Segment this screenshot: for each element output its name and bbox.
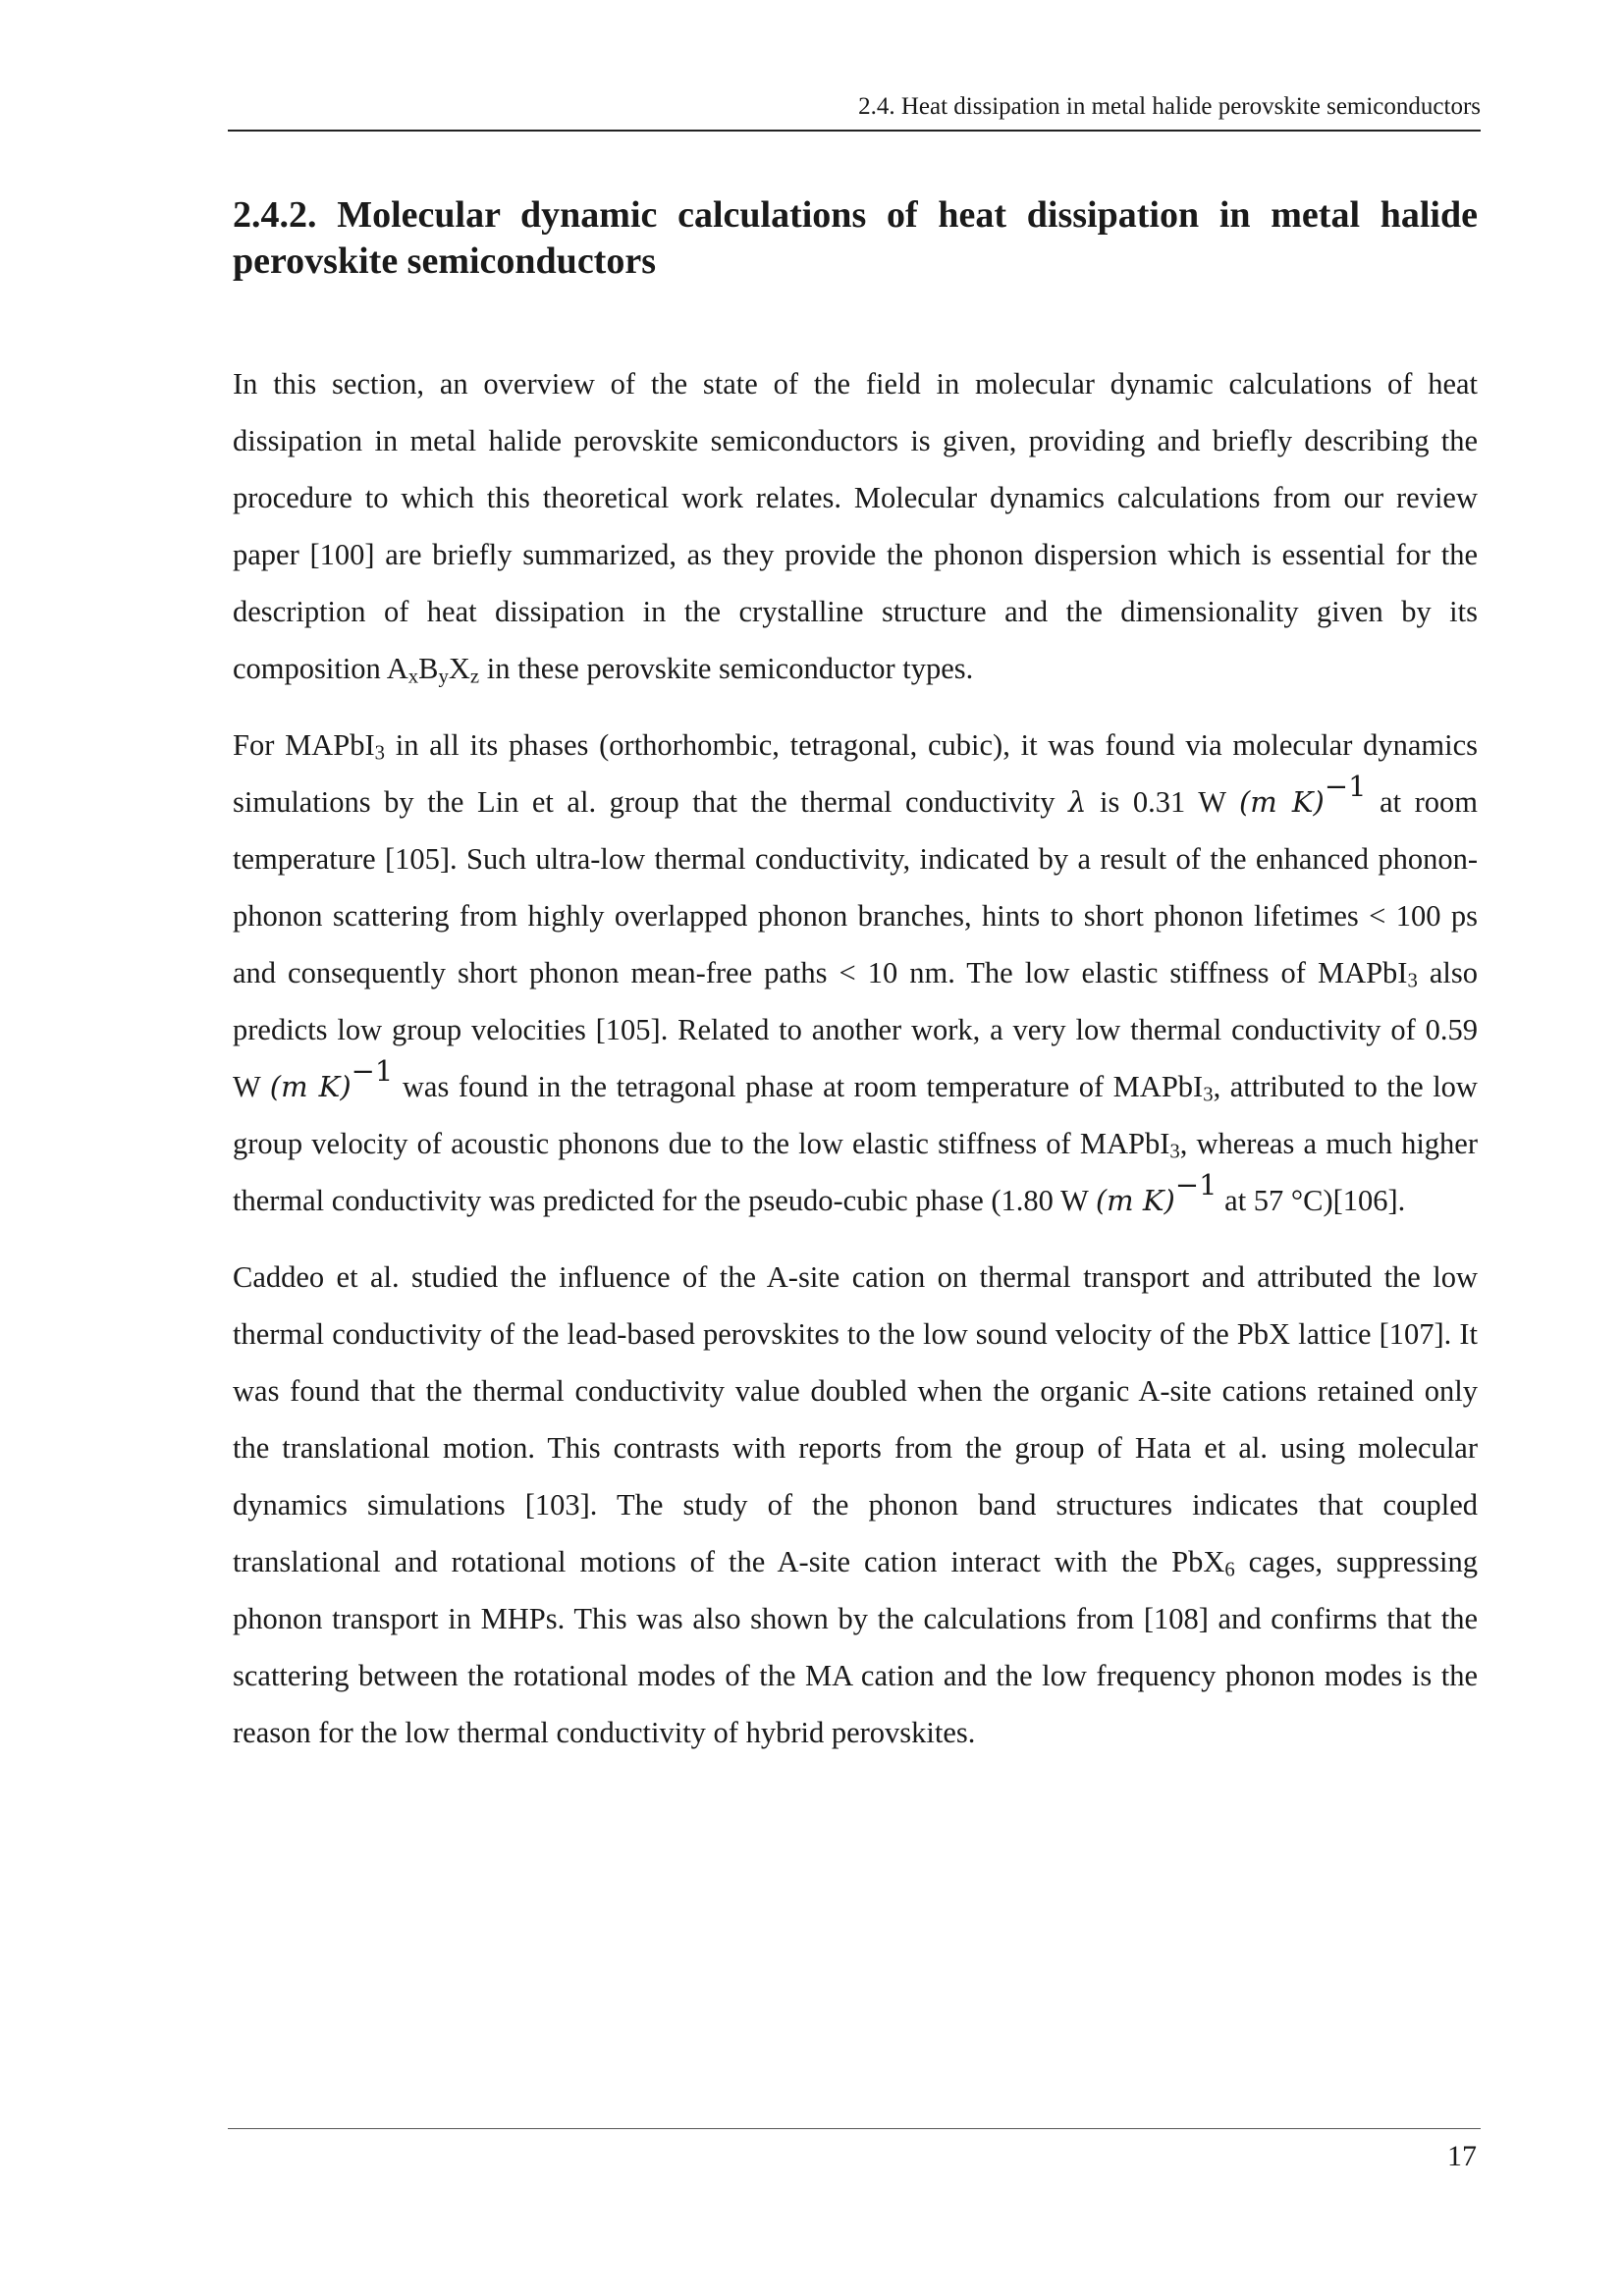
body-text [233, 355, 1478, 1781]
text-run: in all its phases (orthorhombic, tetragonal, cubic), it was found via molecular dynamics simulations by the Lin et al. group that the thermal conductivity [233, 728, 1478, 819]
subscript: 6 [1224, 1559, 1235, 1581]
section-heading: 2.4.2. Molecular dynamic calculations of heat dissipation in metal halide perovskite semiconductors [233, 194, 1478, 282]
text-run: at 57 °C)[106]. [1217, 1184, 1406, 1217]
text-run: In this section, an overview of the state of the field in molecular dynamic calculations of heat dissipation in metal halide perovskite semiconductors is given, providing and briefly describing the procedure to which this theoretical work relates. Molecular dynamics calculations from our review paper [100] are briefly summarized, as they provide the phonon dispersion which is essential for the description of heat dissipation in the crystalline structure and the dimensionality given by its composition A [233, 367, 1478, 685]
text-run: , attributed to the low group velocity of acoustic phonons due to the low elastic stiffness of MAPbI [233, 1070, 1478, 1160]
text-run: cages, suppressing phonon transport in MHPs. This was also shown by the calculations from [108] and confirms that the scattering between the rotational modes of the MA cation and the low frequency phonon modes is the reason for the low thermal conductivity of hybrid perovskites. [233, 1545, 1478, 1749]
text-run: X [448, 652, 470, 685]
subscript: z [469, 666, 480, 688]
math-unit: (m K) [269, 1070, 352, 1103]
text-run: , whereas a much higher thermal conductivity was predicted for the pseudo-cubic phase (1.80 W [233, 1127, 1479, 1217]
text-run: at room temperature [105]. Such ultra-low thermal conductivity, indicated by a result of the enhanced phonon-phonon scattering from highly overlapped phonon branches, hints to short phonon lifetimes < 100 ps and consequently short phonon mean-free paths < 10 nm. The low elastic stiffness of MAPbI [233, 785, 1479, 989]
superscript: −1 [351, 1054, 394, 1089]
subscript: x [407, 666, 419, 688]
text-run: Caddeo et al. studied the influence of the A-site cation on thermal transport and attributed the low thermal conductivity of the lead-based perovskites to the low sound velocity of the PbX lattice [107]. It was found that the thermal conductivity value doubled when the organic A-site cations retained only the translational motion. This contrasts with reports from the group of Hata et al. using molecular dynamics simulations [103]. The study of the phonon band structures indicates that coupled translational and rotational motions of the A-site cation interact with the PbX [233, 1260, 1478, 1578]
math-unit: (m K) [1238, 785, 1325, 819]
subscript: 3 [374, 742, 386, 765]
running-header: 2.4. Heat dissipation in metal halide perovskite semiconductors [858, 93, 1481, 120]
header-rule [228, 130, 1481, 132]
text-run: also predicts low group velocities [105]. Related to another work, a very low thermal conductivity of 0.59 W [233, 956, 1478, 1103]
text-run: in these perovskite semiconductor types. [479, 652, 974, 685]
paragraph-mapbi3 [233, 717, 1478, 1229]
text-run: For MAPbI [233, 728, 375, 762]
paragraph-caddeo [233, 1249, 1478, 1761]
subscript: 3 [1169, 1141, 1180, 1163]
superscript: −1 [1174, 1168, 1218, 1202]
superscript: −1 [1324, 770, 1367, 804]
math-unit: (m K) [1095, 1184, 1175, 1217]
subscript: 3 [1407, 970, 1418, 992]
text-run: was found in the tetragonal phase at room temperature of MAPbI [393, 1070, 1204, 1103]
page-number: 17 [1447, 2140, 1477, 2172]
text-run: is 0.31 W [1086, 785, 1239, 819]
math-lambda: λ [1068, 785, 1087, 819]
subscript: 3 [1203, 1084, 1214, 1106]
footer-rule [228, 2128, 1481, 2129]
subscript: y [438, 666, 449, 688]
text-run: B [418, 652, 439, 685]
paragraph-overview [233, 355, 1478, 697]
